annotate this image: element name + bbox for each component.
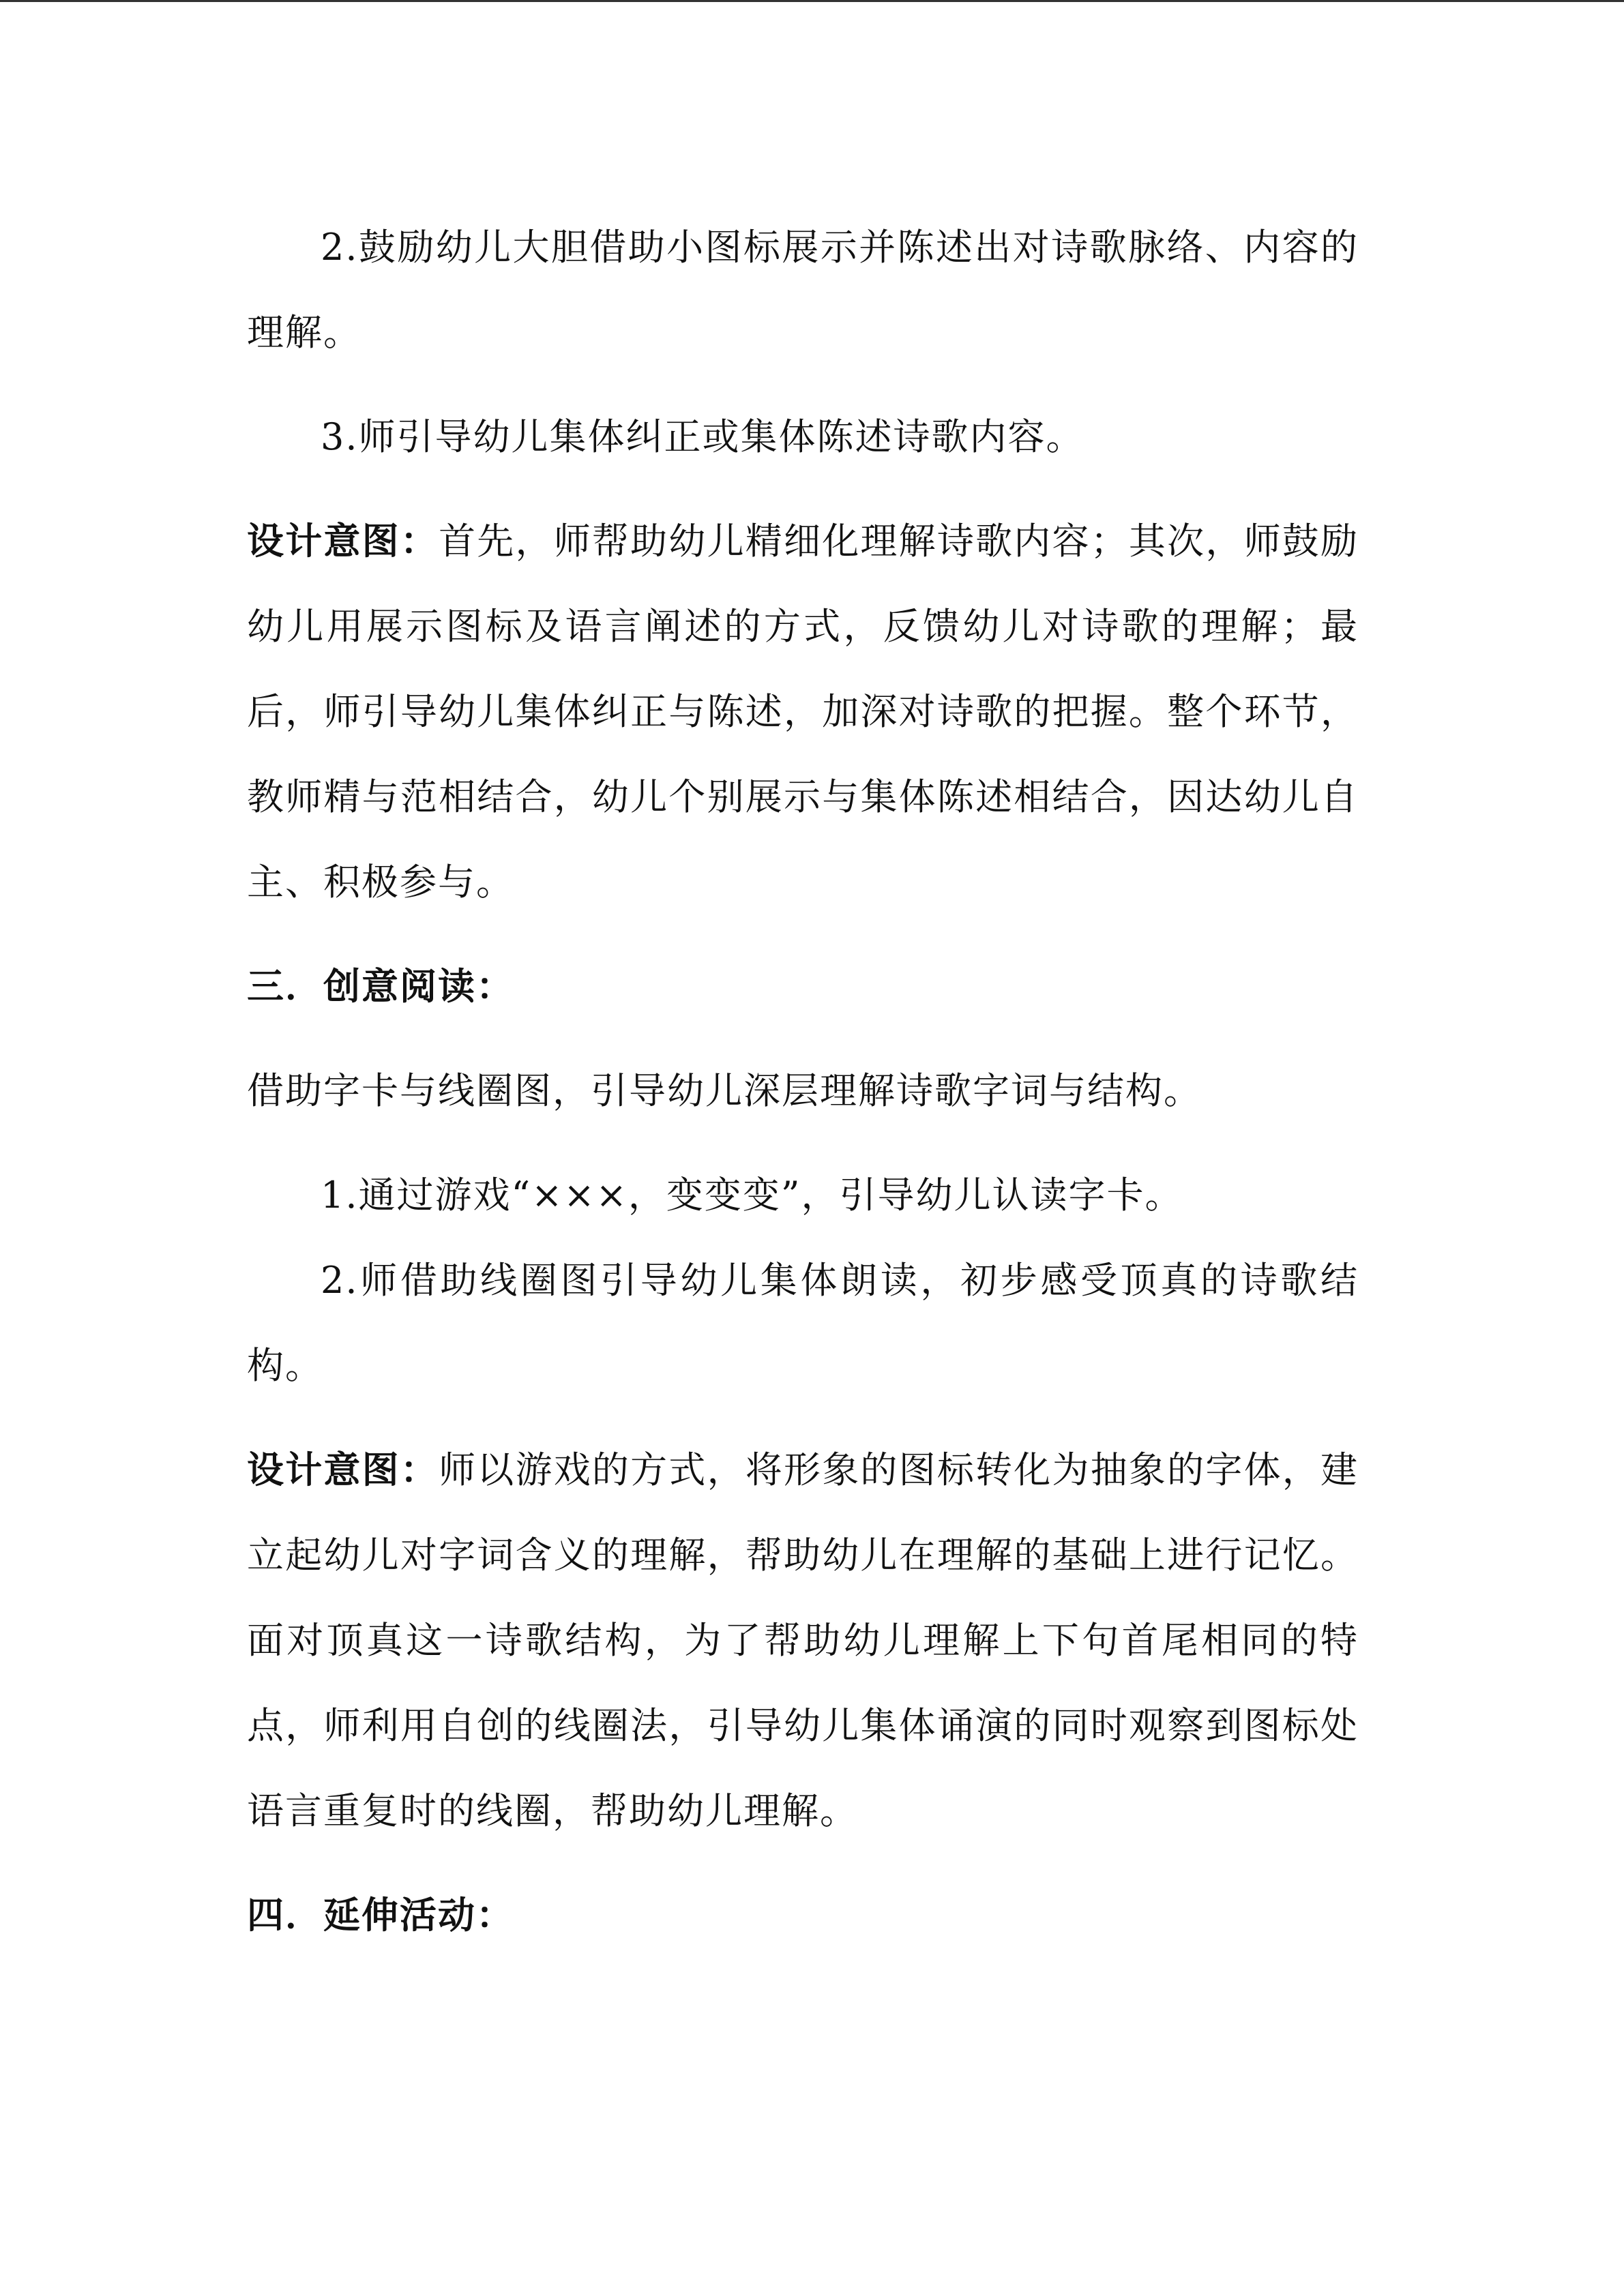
- page-top-border: [0, 0, 1624, 2]
- document-page: [247, 205, 1359, 1958]
- design-intent-label: 设计意图：: [247, 1448, 439, 1491]
- spacer: [247, 375, 1359, 394]
- section-heading-4: 四．延伸活动：: [247, 1894, 514, 1937]
- design-intent-paragraph-1: [247, 498, 1359, 925]
- spacer: [247, 479, 1359, 498]
- design-intent-text: 首先，师帮助幼儿精细化理解诗歌内容；其次，师鼓励幼儿用展示图标及语言阐述的方式，反馈幼儿对诗歌的理解；最后，师引导幼儿集体纠正与陈述，加深对诗歌的把握。整个环节，教师精与范相结合，幼儿个别展示与集体陈述相结合，因达幼儿自主、积极参与。: [247, 520, 1359, 904]
- list-item-3: 3.师引导幼儿集体纠正或集体陈述诗歌内容。: [321, 415, 1084, 458]
- spacer: [247, 1853, 1359, 1873]
- list-item-2: 2.鼓励幼儿大胆借助小图标展示并陈述出对诗歌脉络、内容的理解。: [247, 226, 1359, 354]
- design-intent-label: 设计意图：: [247, 520, 439, 563]
- section-heading-3: 三．创意阅读：: [247, 965, 514, 1008]
- section-3-item-2: 2.师借助线圈图引导幼儿集体朗读，初步感受顶真的诗歌结构。: [247, 1259, 1359, 1387]
- design-intent-paragraph-2: [247, 1427, 1359, 1853]
- spacer: [247, 1029, 1359, 1048]
- section-3-item-1: 1.通过游戏“×××，变变变”，引导幼儿认读字卡。: [321, 1174, 1183, 1217]
- design-intent-text: 师以游戏的方式，将形象的图标转化为抽象的字体，建立起幼儿对字词含义的理解，帮助幼儿在理解的基础上进行记忆。面对顶真这一诗歌结构，为了帮助幼儿理解上下句首尾相同的特点，师利用自创的线圈法，引导幼儿集体诵演的同时观察到图标处语言重复时的线圈，帮助幼儿理解。: [247, 1448, 1359, 1832]
- section-3-intro: 借助字卡与线圈图，引导幼儿深层理解诗歌字词与结构。: [247, 1069, 1202, 1112]
- spacer: [247, 1133, 1359, 1152]
- spacer: [247, 925, 1359, 944]
- spacer: [247, 1408, 1359, 1427]
